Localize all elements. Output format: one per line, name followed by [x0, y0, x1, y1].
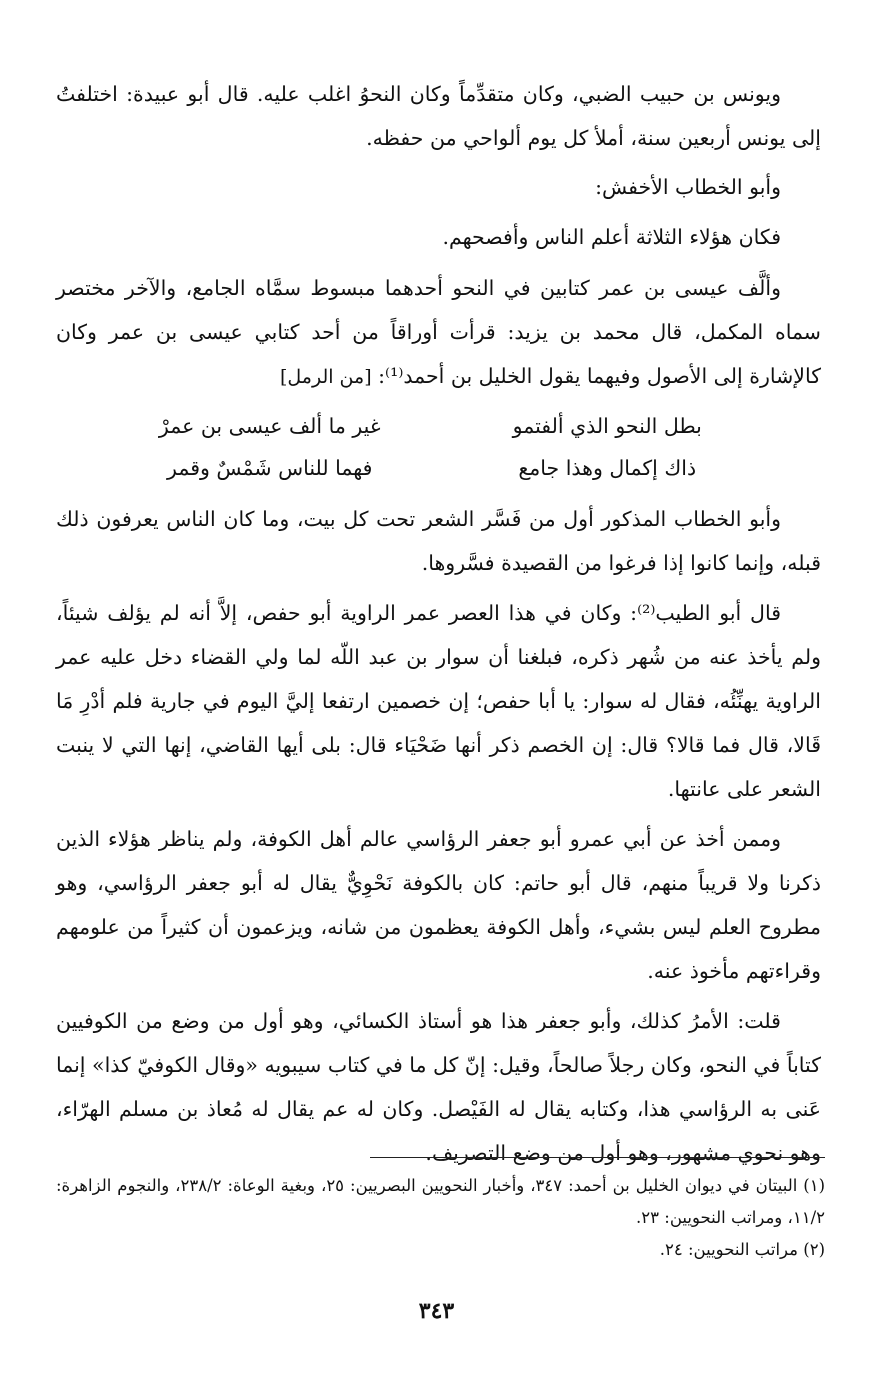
page-body — [56, 72, 821, 1181]
page-number: ٣٤٣ — [418, 1298, 455, 1324]
paragraph-abu-tayyib: قال أبو الطيب⁽²⁾: وكان في هذا العصر عمر الراوية أبو حفص، إلاَّ أنه لم يؤلف شيئاً، ولم يأخذ عنه من شُهر ذكره، فبلغنا أن سوار بن عبد اللّه لما ولي القضاء دخل عليه عمر الراوية يهنِّئُه، فقال له سوار: يا أبا حفص؛ إن خصمين ارتفعا إليَّ اليوم في جارية فلم أدْرِ مَا قَالا، قال فما قالا؟ قال: إن الخصم ذكر أنها ضَحْيَاء قال: بلى أيها القاضي، إنها التي لا ينبت الشعر على عانتها. — [56, 601, 821, 801]
verse-line — [126, 447, 751, 489]
footnote-1: (١) البيتان في ديوان الخليل بن أحمد: ٣٤٧، وأخبار النحويين البصريين: ٢٥، وبغية الوعاة: ٢٣٨/٢، والنجوم الزاهرة: ١١/٢، ومراتب النحويين: ٢٣. — [56, 1176, 826, 1227]
paragraph-ruasi: وممن أخذ عن أبي عمرو أبو جعفر الرؤاسي عالم أهل الكوفة، ولم يناظر هؤلاء الذين ذكرنا ولا قريباً منهم، قال أبو حاتم: كان بالكوفة نَحْوِيٌّ يقال له أبو جعفر الرؤاسي، وهو مطروح العلم ليس بشيء، وأهل الكوفة يعظمون من شانه، ويزعمون أن كثيراً من علومهم وقراءتهم مأخوذ عنه. — [56, 827, 821, 983]
poem-verses — [56, 405, 821, 489]
footnote-separator — [370, 1157, 825, 1158]
paragraph-isa-books-text: وألَّف عيسى بن عمر كتابين في النحو أحدهما مبسوط سمَّاه الجامع، والآخر مختصر سماه المكمل، قال محمد بن يزيد: قرأت أوراقاً من أحد كتابي عيسى بن عمر وكان كالإشارة إلى الأصول وفيهما يقول الخليل بن أحمد⁽¹⁾: — [56, 276, 821, 388]
paragraph-three-scholars: فكان هؤلاء الثلاثة أعلم الناس وأفصحهم. — [442, 225, 781, 249]
meter-label: [من الرمل] — [279, 366, 372, 388]
footnote-2: (٢) مراتب النحويين: ٢٤. — [659, 1240, 825, 1259]
paragraph-akhfash: وأبو الخطاب الأخفش: — [595, 175, 781, 199]
verse-first-hemistich: ذاك إكمال وهذا جامع — [518, 456, 697, 480]
paragraph-yunus: ويونس بن حبيب الضبي، وكان متقدِّماً وكان النحوُ اغلب عليه. قال أبو عبيدة: اختلفتُ إلى يونس أربعين سنة، أملأ كل يوم ألواحي من حفظه. — [56, 82, 821, 150]
verse-first-hemistich: بطل النحو الذي ألفتمو — [512, 414, 702, 438]
paragraph-kisai: قلت: الأمرُ كذلك، وأبو جعفر هذا هو أستاذ الكسائي، وهو أول من وضع من الكوفيين كتاباً في النحو، وكان رجلاً صالحاً، وقيل: إنّ كل ما في كتاب سيبويه «وقال الكوفيّ كذا» إنما عَنى به الرؤاسي هذا، وكتابه يقال له الفَيْصل. وكان له عم يقال له مُعاذ بن مسلم الهرّاء، وهو نحوي مشهور، وهو أول من وضع التصريف. — [56, 1009, 821, 1165]
verse-line — [126, 405, 751, 447]
verse-second-hemistich: غير ما ألف عيسى بن عمرْ — [158, 414, 381, 438]
paragraph-abu-khattab: وأبو الخطاب المذكور أول من فَسَّر الشعر تحت كل بيت، وما كان الناس يعرفون ذلك قبله، وإنما كانوا إذا فرغوا من القصيدة فسَّروها. — [56, 507, 821, 575]
verse-second-hemistich: فهما للناس شَمْسٌ وقمر — [167, 456, 373, 480]
paragraph-isa-books — [56, 266, 821, 399]
footnotes — [56, 1170, 825, 1266]
